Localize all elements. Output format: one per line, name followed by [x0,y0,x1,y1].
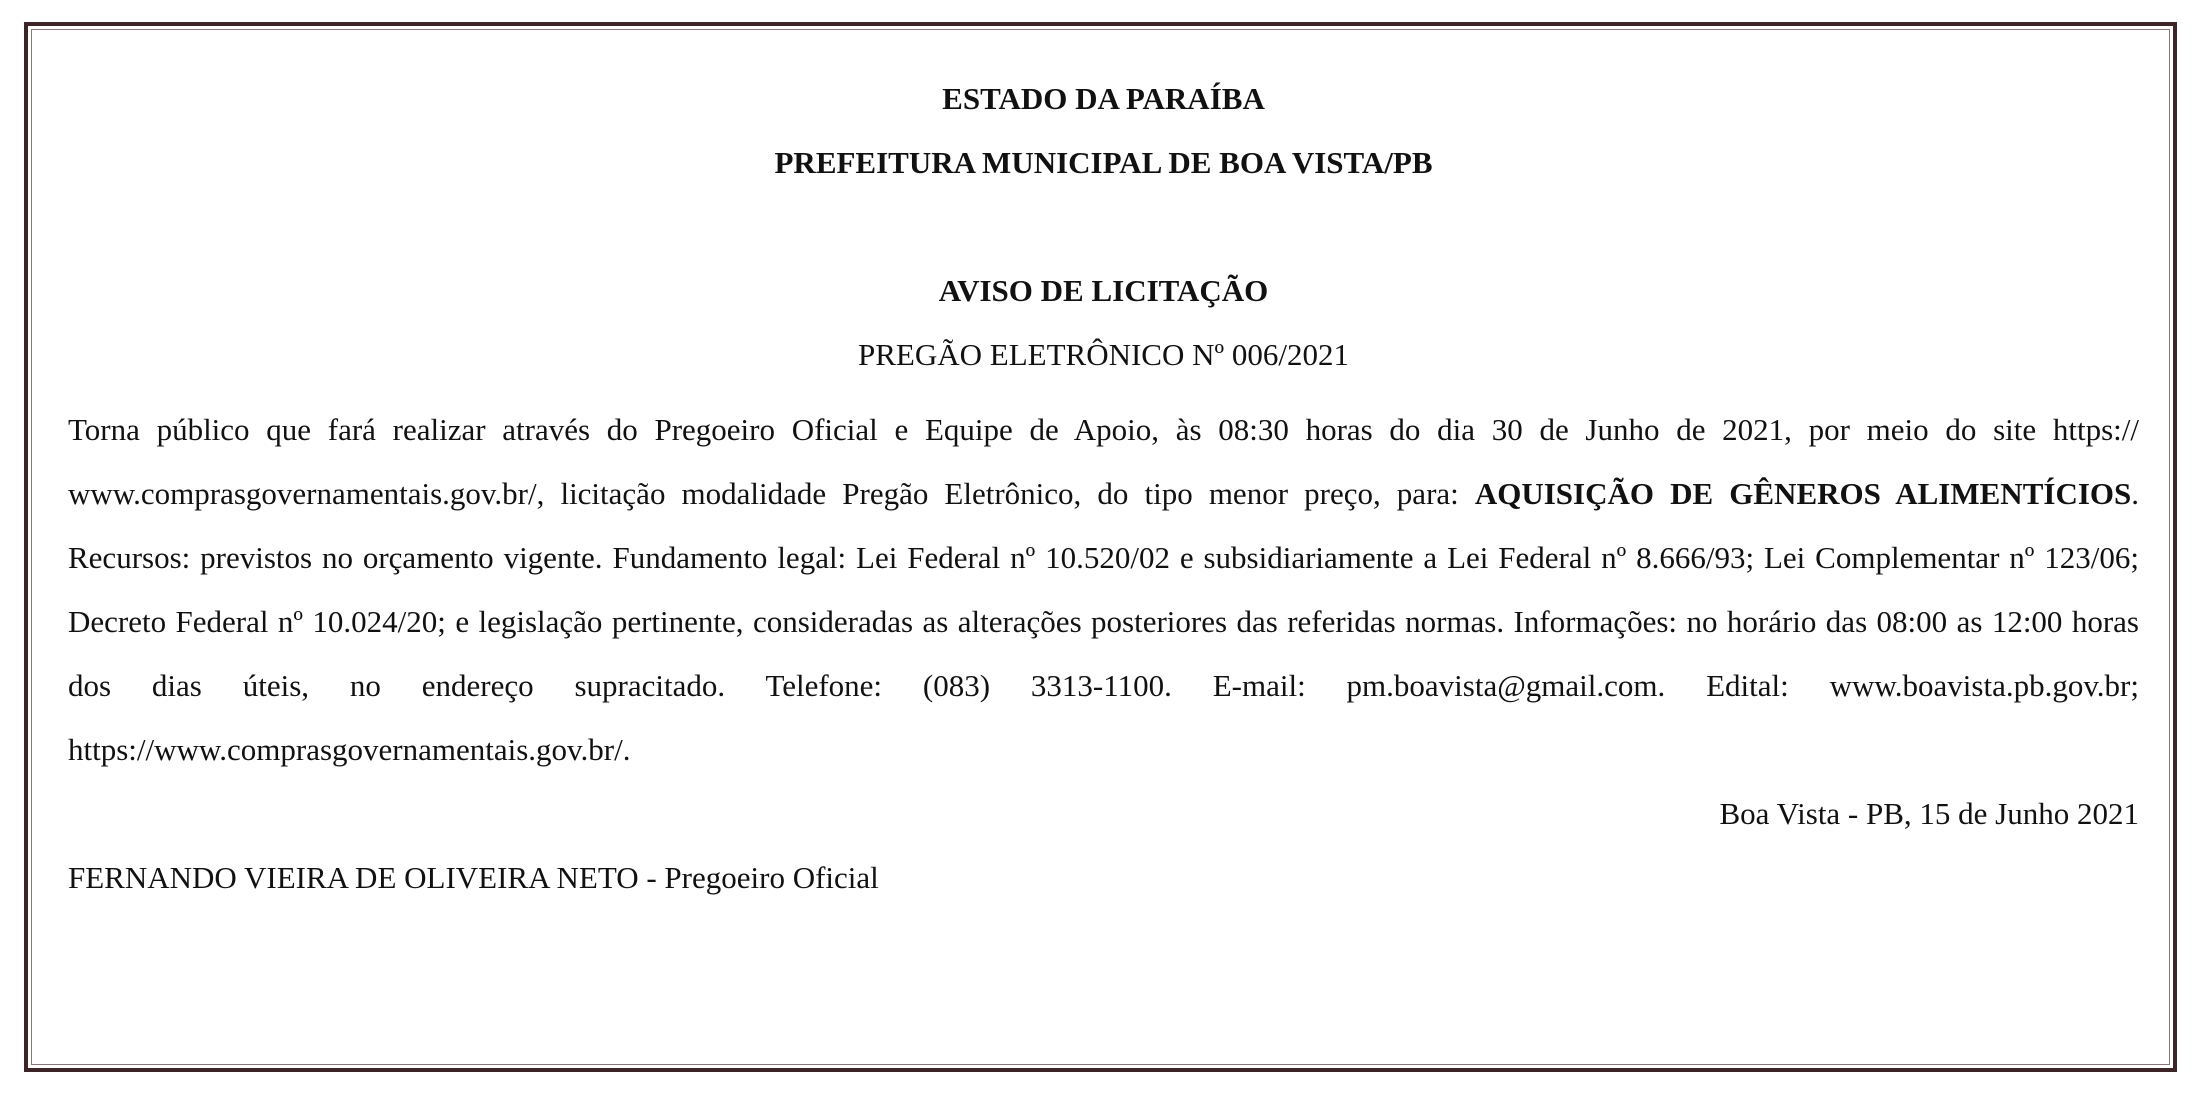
notice-title: AVISO DE LICITAÇÃO [938,273,1269,308]
state-heading: ESTADO DA PARAÍBA [942,81,1265,116]
notice-body [68,398,2139,782]
notice-object: AQUISIÇÃO DE GÊNEROS ALIMENTÍCIOS [1474,476,2132,511]
notice-body-rest: . Recursos: previstos no orçamento vigente. Fundamento legal: Lei Federal nº 10.520/02 e subsidiariamente a Lei Federal nº 8.666/93; Lei Complementar nº 123/06; Decreto Federal nº 10.024/20; e legislação pertinente, consideradas as alterações posteriores das referidas normas. Informações: no horário das 08:00 as 12:00 horas dos dias úteis, no endereço supracitado. Telefone: (083) 3313-1100. E-mail: pm.boavista@gmail.com. Edital: www.boavista.pb.gov.br; https://www.comprasgovernamentais.gov.br/. [68,476,2139,767]
notice-subtitle: PREGÃO ELETRÔNICO Nº 006/2021 [858,337,1349,372]
municipality-heading: PREFEITURA MUNICIPAL DE BOA VISTA/PB [774,145,1433,180]
place-date: Boa Vista - PB, 15 de Junho 2021 [1719,796,2139,831]
signer-line: FERNANDO VIEIRA DE OLIVEIRA NETO - Pregoeiro Oficial [68,860,879,895]
notice-body-intro: Torna público que fará realizar através do Pregoeiro Oficial e Equipe de Apoio, às 08:30 horas do dia 30 de Junho de 2021, por meio do site https:// www.comprasgovernamentais.gov.br/, licitação modalidade Pregão Eletrônico, do tipo menor preço, para: [68,412,2139,511]
notice-content [68,76,2139,910]
